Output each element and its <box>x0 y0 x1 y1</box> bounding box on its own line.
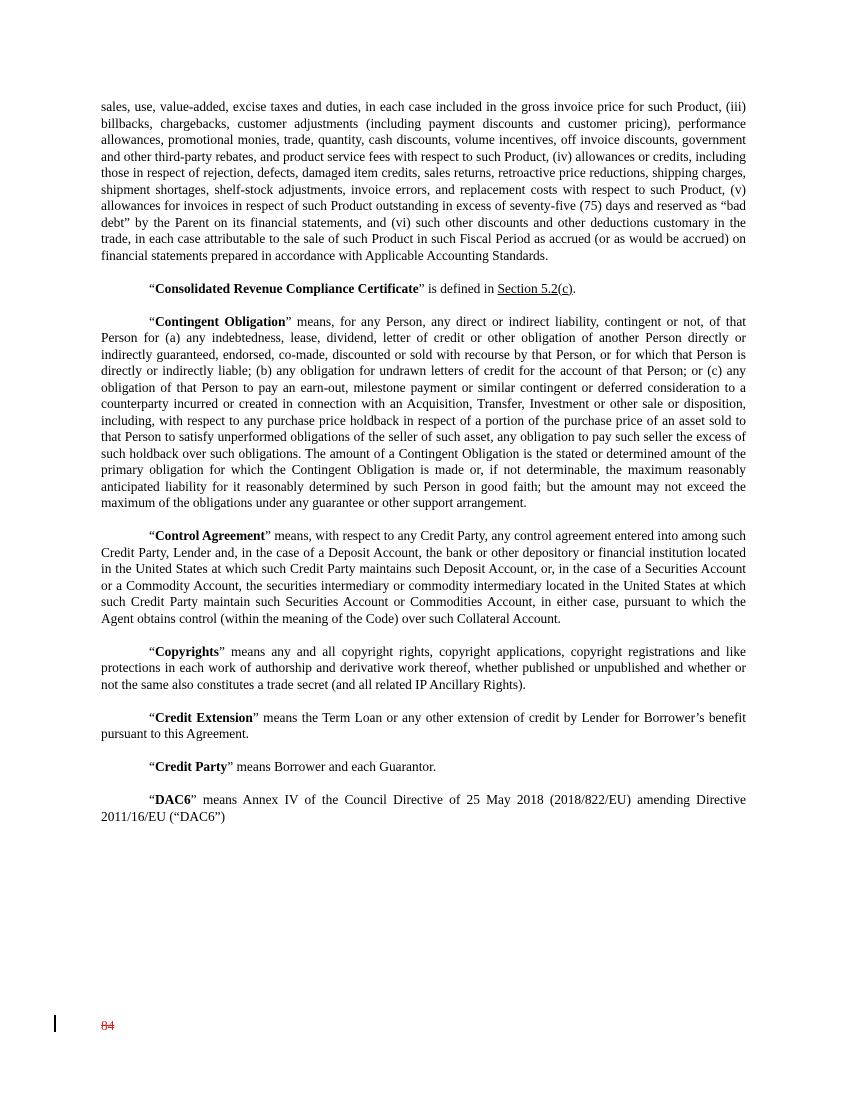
definition-credit-extension <box>101 710 746 743</box>
definition-text: means, for any Person, any direct or indirect liability, contingent or not, of that Person for (a) any indebtedness, lease, dividend, letter of credit or other obligation of another Person directly or indirectly guaranteed, endorsed, co-made, discounted or sold with recourse by that Person, or for which that Person is directly or indirectly liable; (b) any obligation for undrawn letters of credit for the account of that Person; or (c) any obligation of that Person to pay an earn-out, milestone payment or similar contingent or deferred consideration to a counterparty incurred or created in connection with an Acquisition, Transfer, Investment or other sale or disposition, including, with respect to any purchase price holdback in respect of a portion of the purchase price of an asset sold to that Person to satisfy unperformed obligations of the seller of such asset, any obligation to pay such seller the excess of such holdback over such obligations. The amount of a Contingent Obligation is the stated or determined amount of the primary obligation for which the Contingent Obligation is made or, if not determinable, the maximum reasonably anticipated liability for it reasonably determined by such Person in good faith; but the amount may not exceed the maximum of the obligations under any guarantee or other support arrangement. <box>101 313 746 510</box>
defined-term: Credit Party <box>154 759 228 774</box>
document-page <box>101 99 746 842</box>
close-quote: ” <box>264 528 271 543</box>
close-quote: ” <box>227 759 234 774</box>
definition-text: means any and all copyright rights, copyright applications, copyright registrations and like protections in each work of authorship and derivative work thereof, whether published or unpublished and whether or not the same also constitutes a trade secret (and all related IP Ancillary Rights). <box>101 643 746 692</box>
defined-term: DAC6 <box>154 792 191 807</box>
definition-text: is defined in <box>424 280 498 296</box>
close-quote: ” <box>285 313 292 329</box>
open-quote: “ <box>149 313 155 329</box>
definition-text: means Annex IV of the Council Directive of 25 May 2018 (2018/822/EU) amending Directive 2011/16/EU (“DAC6”) <box>101 792 746 824</box>
close-quote: ” <box>252 709 259 725</box>
definition-contingent-obligation <box>101 314 746 512</box>
section-reference-link[interactable]: Section 5.2(c) <box>497 280 573 296</box>
defined-term: Control Agreement <box>154 528 265 543</box>
open-quote: “ <box>149 528 155 543</box>
definition-control-agreement <box>101 528 746 627</box>
revision-change-bar <box>54 1015 56 1032</box>
close-quote: ” <box>190 792 197 807</box>
definition-text: means the Term Loan or any other extension of credit by Lender for Borrower’s benefit pursuant to this Agreement. <box>101 709 747 741</box>
defined-term: Consolidated Revenue Compliance Certificate <box>154 280 419 296</box>
defined-term: Contingent Obligation <box>154 313 286 329</box>
open-quote: “ <box>149 643 155 659</box>
open-quote: “ <box>149 709 155 725</box>
defined-term: Credit Extension <box>154 709 253 725</box>
definition-text: means Borrower and each Guarantor. <box>233 759 437 774</box>
close-quote: ” <box>218 643 225 659</box>
definition-dac6 <box>101 792 746 825</box>
page-number: 84 <box>101 1018 115 1033</box>
open-quote: “ <box>149 792 155 807</box>
open-quote: “ <box>149 759 155 774</box>
definition-consolidated-revenue-compliance-certificate <box>101 281 746 298</box>
definition-credit-party <box>101 759 746 776</box>
open-quote: “ <box>149 280 155 296</box>
close-quote: ” <box>418 280 425 296</box>
definition-text-end: . <box>572 280 576 296</box>
intro-paragraph: sales, use, value-added, excise taxes and duties, in each case included in the gross invoice price for such Product, (iii) billbacks, chargebacks, customer adjustments (including payment discounts and customer pricing), performance allowances, promotional monies, trade, quantity, cash discounts, volume incentives, off invoice discounts, government and other third-party rebates, and product service fees with respect to such Product, (iv) allowances or credits, including those in respect of rejection, defects, damaged item credits, sales returns, retroactive price reductions, shipping charges, shipment shortages, shelf-stock adjustments, invoice errors, and replacement costs with respect to such Product, (v) allowances for invoices in respect of such Product outstanding in excess of seventy-five (75) days and reserved as “bad debt” by the Parent on its financial statements, and (vi) such other discounts and other deductions customary in the trade, in each case attributable to the sale of such Product in such Fiscal Period as accrued (or as would be accrued) on financial statements prepared in accordance with Applicable Accounting Standards. <box>101 99 746 263</box>
defined-term: Copyrights <box>154 643 219 659</box>
definition-copyrights <box>101 644 746 694</box>
definition-text: means, with respect to any Credit Party, any control agreement entered into among such Credit Party, Lender and, in the case of a Deposit Account, the bank or other depository or financial institution located in the United States at which such Credit Party maintains such Deposit Account, or, in the case of a Securities Account or a Commodity Account, the securities intermediary or commodity intermediary located in the United States at which such Credit Party maintain such Securities Account or Commodities Account, in either case, pursuant to which the Agent obtains control (within the meaning of the Code) over such Collateral Account. <box>101 528 746 626</box>
